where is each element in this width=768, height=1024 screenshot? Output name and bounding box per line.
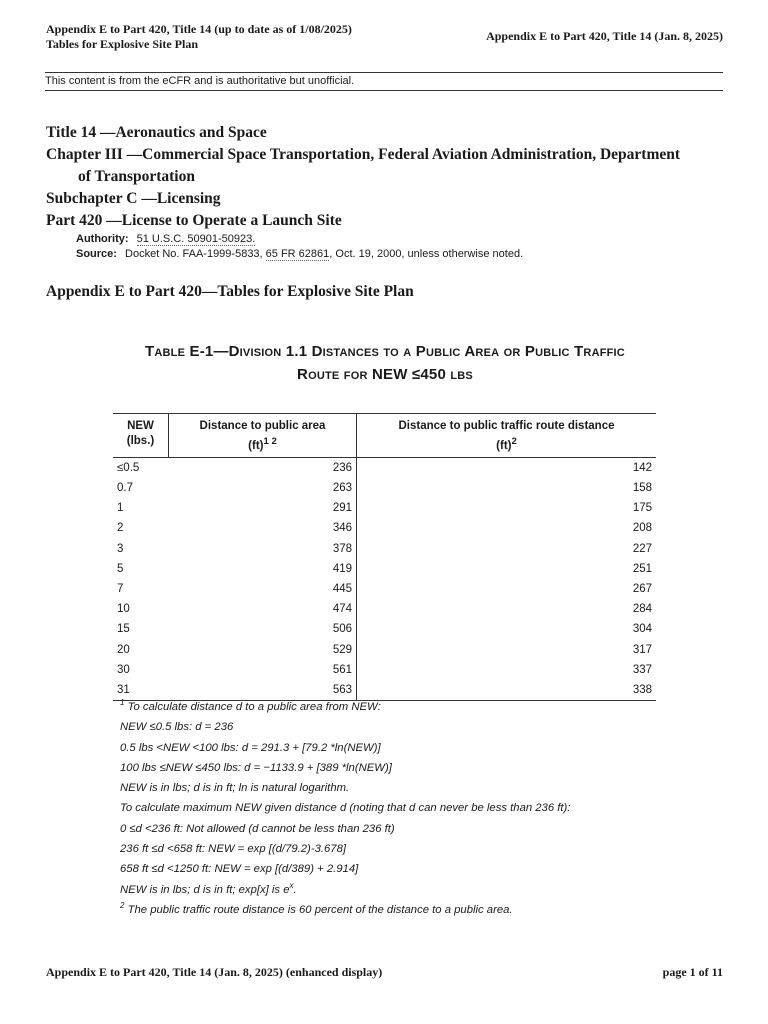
table-title-line2: Route for NEW ≤450 lbs (297, 366, 473, 383)
column-header-public-area (169, 414, 357, 458)
exponent: x (289, 880, 294, 890)
footnote-2 (120, 900, 680, 920)
table-row (113, 457, 656, 478)
footnote-line: 658 ft ≤d <1250 ft: NEW = exp [(d/389) + 2.914] (120, 863, 359, 876)
footnote-line: 100 lbs ≤NEW ≤450 lbs: d = −1133.9 + [389 *ln(NEW)] (120, 761, 392, 774)
cell-traffic-route: 142 (632, 461, 652, 474)
distance-table (113, 413, 656, 701)
cell-new: ≤0.5 (117, 461, 140, 474)
cell-new: 30 (117, 663, 130, 676)
cell-public-area: 419 (169, 559, 357, 579)
table-row (113, 559, 656, 579)
source-label: Source: (76, 248, 117, 260)
footnote-text: To calculate distance d to a public area from NEW: (124, 701, 381, 713)
column-header-new (113, 414, 169, 458)
authority-label: Authority: (76, 233, 129, 245)
footnote-1 (120, 697, 680, 717)
table-row (113, 579, 656, 599)
source-text: Docket No. FAA-1999-5833, (125, 248, 263, 260)
cell-public-area: 291 (169, 498, 357, 518)
federal-register-link[interactable]: 65 FR 62861 (265, 248, 330, 260)
table-body (113, 457, 656, 700)
footnote-text: The public traffic route distance is 60 percent of the distance to a public area. (124, 903, 513, 916)
column-header-traffic-route (357, 414, 657, 458)
chapter-heading-continued: of Transportation (78, 168, 195, 185)
page-footer-left: Appendix E to Part 420, Title 14 (Jan. 8, 2025) (enhanced display) (46, 965, 383, 979)
cell-new: 15 (117, 623, 130, 636)
header-document-title: Appendix E to Part 420, Title 14 (up to date as of 1/08/2025) (46, 22, 352, 36)
authority-link[interactable]: 51 U.S.C. 50901-50923. (136, 233, 256, 245)
cell-new: 31 (113, 680, 169, 701)
authority-line (46, 232, 726, 247)
footnote-line: To calculate maximum NEW given distance d (noting that d can never be less than 236 ft): (120, 802, 571, 815)
footnote-line: 0 ≤d <236 ft: Not allowed (d cannot be less than 236 ft) (120, 822, 395, 835)
cell-traffic-route: 284 (632, 603, 652, 616)
page-number: page 1 of 11 (662, 965, 723, 979)
cell-traffic-route: 227 (632, 542, 652, 555)
cell-traffic-route: 175 (632, 502, 652, 515)
column-header-traffic-route-unit: (ft) (496, 439, 512, 452)
column-header-traffic-route-line1: Distance to public traffic route distance (398, 420, 615, 432)
cell-new: 20 (117, 643, 130, 656)
table-footnotes (120, 697, 680, 920)
cell-traffic-route: 158 (632, 482, 652, 495)
part-heading: Part 420 —License to Operate a Launch Site (46, 212, 342, 229)
subchapter-heading: Subchapter C —Licensing (46, 190, 221, 207)
cell-new: 0.7 (117, 482, 133, 495)
table-row (113, 539, 656, 559)
cell-new: 5 (117, 562, 124, 575)
regulation-hierarchy (46, 122, 726, 262)
chapter-heading: Chapter III —Commercial Space Transportation, Federal Aviation Administration, Department (46, 146, 681, 163)
cell-new: 2 (117, 522, 124, 535)
column-header-new-line2: (lbs.) (126, 435, 155, 447)
cell-public-area: 563 (169, 680, 357, 701)
cell-public-area: 529 (169, 640, 357, 660)
table-row (113, 619, 656, 639)
cell-new: 1 (117, 502, 124, 515)
footnote-ref: 1 2 (263, 436, 277, 447)
authority-banner: This content is from the eCFR and is authoritative but unofficial. (45, 72, 723, 91)
cell-traffic-route: 267 (632, 583, 652, 596)
cell-traffic-route: 338 (357, 680, 657, 701)
footnote-ref: 2 (511, 436, 517, 447)
footnote-marker: 1 (120, 698, 125, 708)
cell-public-area: 506 (169, 619, 357, 639)
table-row (113, 478, 656, 498)
column-header-new-line1: NEW (127, 420, 154, 432)
cell-traffic-route: 317 (632, 643, 652, 656)
table-row (113, 518, 656, 538)
footnote-line: 0.5 lbs <NEW <100 lbs: d = 291.3 + [79.2 *ln(NEW)] (120, 741, 381, 754)
cell-public-area: 346 (169, 518, 357, 538)
cell-public-area: 445 (169, 579, 357, 599)
footnote-text: NEW is in lbs; d is in ft; exp[x] is e (120, 883, 290, 896)
footnote-line: 236 ft ≤d <658 ft: NEW = exp [(d/79.2)-3.678] (120, 843, 346, 856)
table-row (113, 640, 656, 660)
table-title-line1: Table E-1—Division 1.1 Distances to a Public Area or Public Traffic (145, 343, 625, 360)
cell-new: 10 (117, 603, 130, 616)
table-title (100, 340, 670, 386)
footnote-line (120, 880, 680, 900)
cell-new: 7 (117, 583, 124, 596)
cell-public-area: 263 (169, 478, 357, 498)
cell-traffic-route: 304 (632, 623, 652, 636)
cell-traffic-route: 251 (632, 562, 652, 575)
page-header-left (46, 22, 352, 52)
cell-public-area: 474 (169, 599, 357, 619)
column-header-traffic-route-line2 (359, 434, 654, 454)
column-header-public-area-unit: (ft) (248, 439, 264, 452)
footnote-line: NEW ≤0.5 lbs: d = 236 (120, 721, 234, 734)
column-header-public-area-line2 (171, 434, 354, 454)
header-subtitle: Tables for Explosive Site Plan (46, 37, 199, 51)
footnote-line: NEW is in lbs; d is in ft; ln is natural logarithm. (120, 782, 350, 795)
column-header-public-area-line1: Distance to public area (199, 420, 326, 432)
table-row (113, 660, 656, 680)
table-header-row (113, 414, 656, 458)
footnote-marker: 2 (120, 901, 125, 911)
footnote-text-end: . (293, 883, 297, 896)
appendix-title: Appendix E to Part 420—Tables for Explosive Site Plan (46, 283, 414, 300)
cell-traffic-route: 208 (632, 522, 652, 535)
page-header-right: Appendix E to Part 420, Title 14 (Jan. 8, 2025) (486, 29, 723, 43)
title-heading: Title 14 —Aeronautics and Space (46, 124, 267, 141)
source-line (46, 247, 726, 262)
table-row (113, 498, 656, 518)
cell-new: 3 (117, 542, 124, 555)
table-row (113, 599, 656, 619)
cell-public-area: 378 (169, 539, 357, 559)
cell-traffic-route: 337 (632, 663, 652, 676)
cell-public-area: 561 (169, 660, 357, 680)
cell-public-area: 236 (169, 457, 357, 478)
source-text-end: , Oct. 19, 2000, unless otherwise noted. (329, 248, 524, 260)
